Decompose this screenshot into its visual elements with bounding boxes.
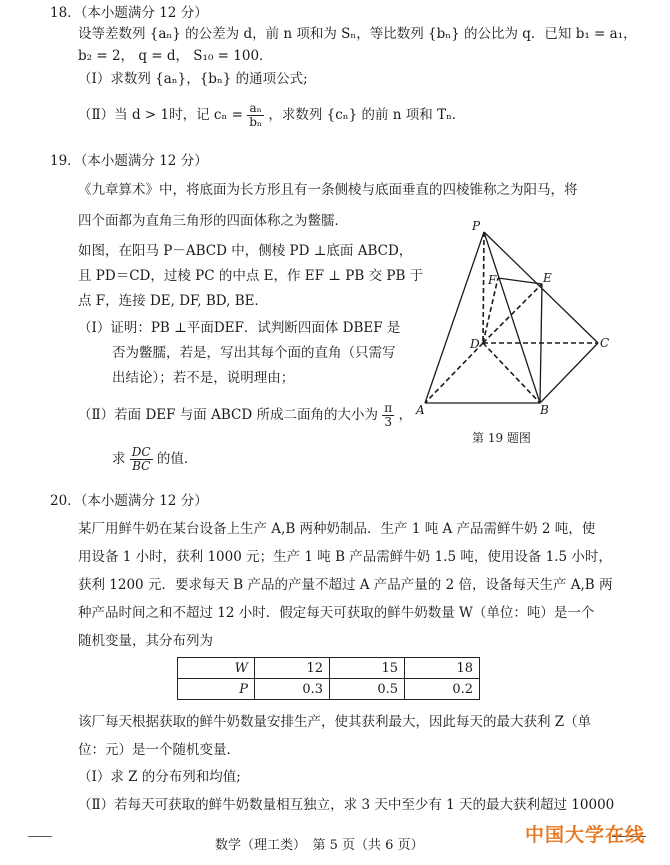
q19-part2-l1	[78, 402, 412, 429]
q19-part1-l3: 出结论）；若不是，说明理由；	[112, 370, 295, 386]
footer-divider-left	[28, 836, 52, 837]
q20-header: 20．（本小题满分 12 分）	[50, 493, 208, 509]
q19-part2-l1-end: ，	[398, 407, 412, 423]
q20-line5: 随机变量，其分布列为	[78, 633, 213, 649]
table-cell: 15	[330, 658, 405, 679]
label-B: B	[540, 403, 549, 417]
label-F: F	[488, 273, 497, 287]
q19-part2-l2-b: 的值．	[156, 451, 198, 467]
q19-header: 19．（本小题满分 12 分）	[50, 153, 208, 169]
edge-PD	[483, 232, 484, 343]
q20-line7: 位：元）是一个随机变量．	[78, 742, 240, 758]
q20-part1: （Ⅰ）求 Z 的分布列和均值;	[78, 769, 241, 785]
label-C: C	[600, 336, 610, 350]
q18-line2: b₂ = 2， q = d， S₁₀ = 100．	[78, 48, 273, 64]
edge-PB	[484, 232, 540, 403]
q19-ratio-den: BC	[132, 459, 151, 473]
table-cell: 0.3	[255, 679, 330, 700]
q19-part1-l2: 否为鳖臑，若是，写出其每个面的直角（只需写	[112, 345, 396, 361]
q20-line3: 获利 1200 元．要求每天 B 产品的产量不超过 A 产品产量的 2 倍，设备每天生产 A,B 两	[78, 577, 613, 593]
edge-FE	[498, 278, 542, 284]
q18-frac-den: bₙ	[249, 115, 263, 129]
q19-angle-num: π	[384, 401, 393, 415]
q20-part2: （Ⅱ）若每天可获取的鲜牛奶数量相互独立，求 3 天中至少有 1 天的最大获利超过 10000	[78, 797, 615, 813]
edge-DF	[483, 278, 498, 343]
q18-part1: （Ⅰ）求数列 {aₙ}，{bₙ} 的通项公式;	[78, 71, 308, 87]
table-cell: 18	[405, 658, 480, 679]
label-P: P	[472, 219, 481, 233]
edge-PA	[425, 232, 484, 403]
edge-DB	[483, 343, 540, 403]
edge-DE	[483, 284, 542, 343]
footer-page-info: 数学（理工类） 第 5 页（共 6 页）	[215, 838, 424, 853]
q19-angle-den: 3	[384, 415, 393, 429]
table-cell: P	[178, 679, 255, 700]
q19-ratio-fraction	[130, 446, 153, 473]
figure-caption: 第 19 题图	[472, 431, 531, 445]
table-cell: 0.5	[330, 679, 405, 700]
q20-line1: 某厂用鲜牛奶在某台设备上生产 A,B 两种奶制品．生产 1 吨 A 产品需鲜牛奶 2 吨，使	[78, 521, 596, 537]
q18-line1: 设等差数列 {aₙ} 的公差为 d，前 n 项和为 Sₙ，等比数列 {bₙ} 的公比为 q．已知 b₁ = a₁，	[78, 26, 637, 42]
q19-part2-l1-text: （Ⅱ）若面 DEF 与面 ABCD 所成二面角的大小为	[78, 407, 378, 423]
q18-header: 18．（本小题满分 12 分）	[50, 5, 208, 21]
q20-line4: 种产品时间之和不超过 12 小时．假定每天可获取的鲜牛奶数量 W（单位：吨）是一个	[78, 605, 595, 621]
label-A: A	[416, 403, 425, 417]
q19-angle-fraction	[382, 402, 394, 429]
site-watermark: 中国大学在线	[525, 824, 646, 846]
q18-part2-a: （Ⅱ）当 d > 1时，记 cₙ =	[78, 107, 243, 123]
table-cell: 0.2	[405, 679, 480, 700]
table-cell: W	[178, 658, 255, 679]
q19-line4: 且 PD＝CD，过棱 PC 的中点 E，作 EF ⊥ PB 交 PB 于	[78, 268, 424, 284]
q19-ratio-num: DC	[131, 445, 151, 459]
q19-line5: 点 F，连接 DE, DF, BD, BE．	[78, 293, 269, 309]
edge-BC	[540, 343, 598, 403]
edge-DA	[425, 343, 483, 403]
label-E: E	[543, 271, 552, 285]
table-cell: 12	[255, 658, 330, 679]
q19-line3: 如图，在阳马 P－ABCD 中，侧棱 PD ⊥底面 ABCD，	[78, 243, 413, 259]
q19-part1-l1: （Ⅰ）证明：PB ⊥平面DEF．试判断四面体 DBEF 是	[78, 320, 401, 336]
q20-line2: 用设备 1 小时，获利 1000 元；生产 1 吨 B 产品需鲜牛奶 1.5 吨，使用设备 1.5 小时，	[78, 549, 612, 565]
label-D: D	[470, 337, 480, 351]
q19-line2: 四个面都为直角三角形的四面体称之为鳖臑．	[78, 213, 348, 229]
table-row	[178, 679, 480, 700]
q19-part2-l2-a: 求	[112, 451, 126, 467]
q18-part2-b: ，求数列 {cₙ} 的前 n 项和 Tₙ．	[268, 107, 466, 123]
distribution-table	[177, 657, 480, 700]
q19-pyramid-figure	[410, 218, 615, 448]
q18-frac-num: aₙ	[247, 102, 264, 116]
q19-line1: 《九章算术》中，将底面为长方形且有一条侧棱与底面垂直的四棱锥称之为阳马，将	[78, 182, 578, 198]
q20-line6: 该厂每天根据获取的鲜牛奶数量安排生产，使其获利最大，因此每天的最大获利 Z（单	[78, 714, 592, 730]
q18-part2-fraction	[247, 102, 264, 129]
q18-part2	[78, 102, 465, 129]
table-row	[178, 658, 480, 679]
q19-part2-l2	[112, 446, 197, 473]
